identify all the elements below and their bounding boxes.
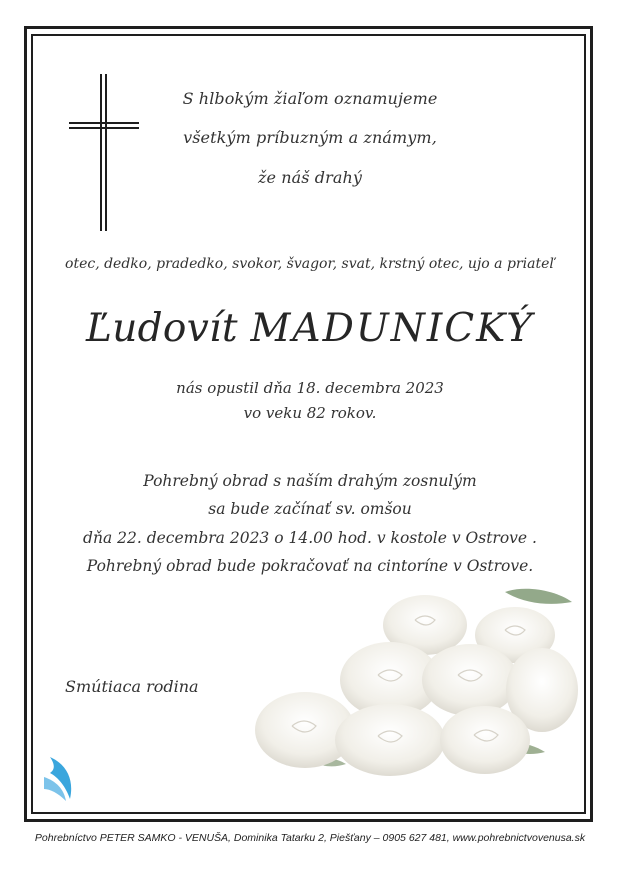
ceremony-line-1: Pohrebný obrad s naším drahým zosnulým (143, 472, 477, 490)
ceremony-line-2: sa bude začínať sv. omšou (208, 500, 412, 518)
ceremony-line-3: dňa 22. decembra 2023 o 14.00 hod. v kostole v Ostrove . (83, 529, 537, 547)
ceremony-line-4: Pohrebný obrad bude pokračovať na cintoríne v Ostrove. (86, 557, 534, 575)
footer-contact: Pohrebníctvo PETER SAMKO - VENUŠA, Dominika Tatarku 2, Piešťany – 0905 627 481, www.pohrebnictvovenusa.sk (34, 832, 586, 844)
deceased-first-name: Ľudovít (86, 306, 238, 351)
signature: Smútiaca rodina (65, 677, 199, 696)
venusa-logo-icon (42, 755, 82, 805)
intro-line-2: všetkým príbuzným a známym, (183, 128, 437, 147)
relations-line: otec, dedko, pradedko, svokor, švagor, svat, krstný otec, ujo a priateľ (65, 256, 555, 272)
deceased-name (40, 306, 580, 351)
intro-line-1: S hlbokým žiaľom oznamujeme (182, 89, 438, 108)
white-roses-image (250, 580, 580, 785)
intro-line-3: že náš drahý (257, 168, 363, 187)
age-line: vo veku 82 rokov. (243, 404, 377, 422)
deceased-surname: MADUNICKÝ (250, 306, 534, 351)
death-date-line: nás opustil dňa 18. decembra 2023 (176, 379, 444, 397)
cross-icon (68, 74, 142, 232)
